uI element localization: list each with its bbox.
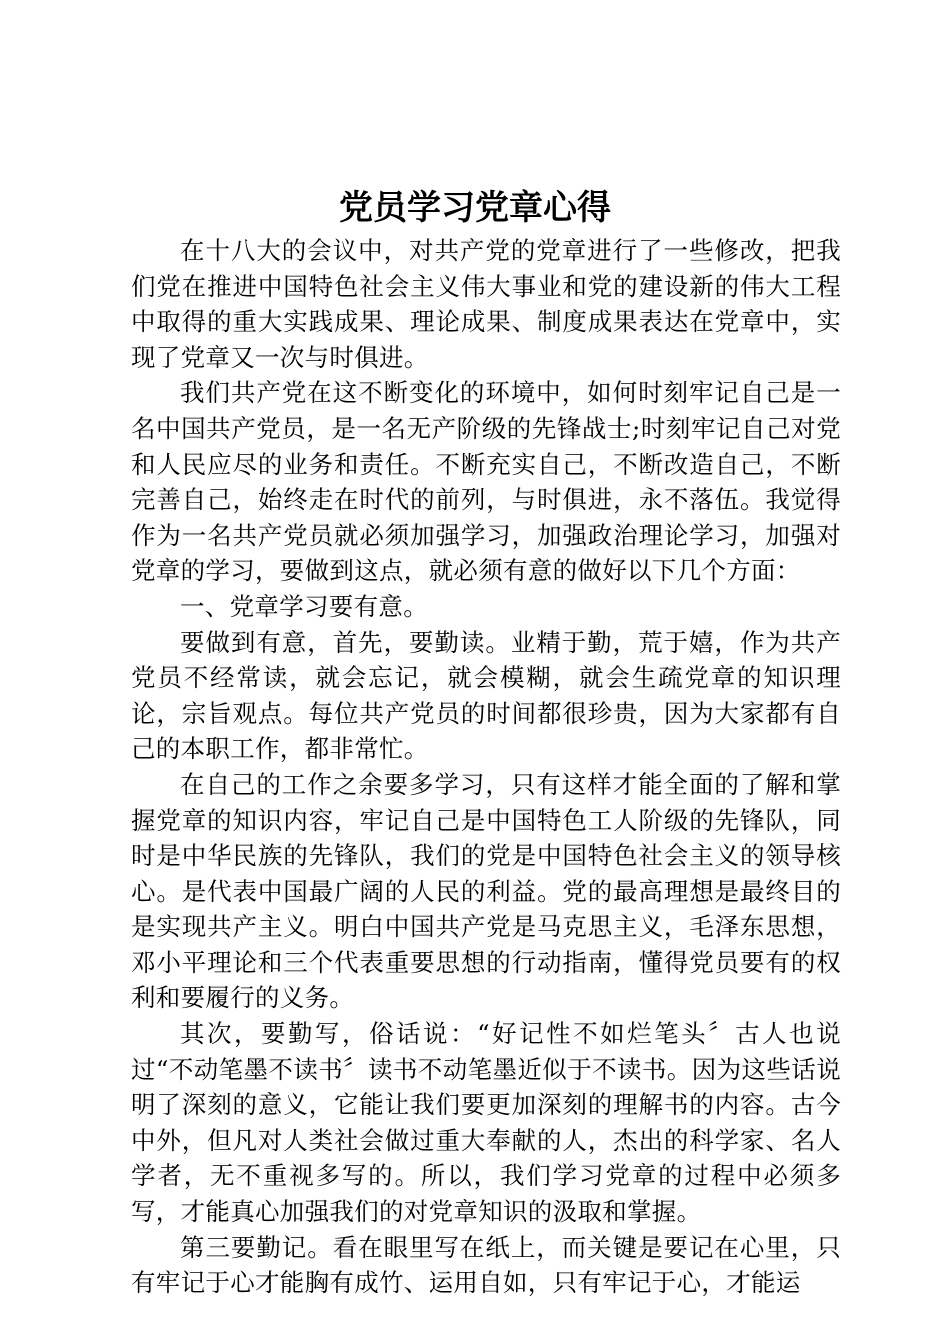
section-heading: 一、党章学习要有意。	[180, 591, 428, 621]
paragraph: 其次，要勤写，俗话说：“好记性不如烂笔头〞古人也说过“不动笔墨不读书〞读书不动笔墨近似于不读书。因为这些话说明了深刻的意义，它能让我们要更加深刻的理解书的内容。古今中外，但凡对人类社会做过重大奉献的人，杰出的科学家、名人学者，无不重视多写的。所以，我们学习党章的过程中必须多写，才能真心加强我们的对党章知识的汲取和掌握。	[131, 1019, 841, 1227]
paragraph: 在自己的工作之余要多学习，只有这样才能全面的了解和掌握党章的知识内容，牢记自己是中国特色工人阶级的先锋队，同时是中华民族的先锋队，我们的党是中国特色社会主义的领导核心。是代表中国最广阔的人民的利益。党的最高理想是最终目的是实现共产主义。明白中国共产党是马克思主义，毛泽东思想，邓小平理论和三个代表重要思想的行动指南，懂得党员要有的权利和要履行的义务。	[131, 769, 841, 1013]
document-title: 党员学习党章心得	[339, 188, 611, 228]
paragraph: 第三要勤记。看在眼里写在纸上，而关键是要记在心里，只有牢记于心才能胸有成竹、运用自如，只有牢记于心，才能运	[131, 1232, 841, 1298]
document-body	[131, 233, 841, 1301]
paragraph: 要做到有意，首先，要勤读。业精于勤，荒于嬉，作为共产党员不经常读，就会忘记，就会模糊，就会生疏党章的知识理论，宗旨观点。每位共产党员的时间都很珍贵，因为大家都有自己的本职工作，都非常忙。	[131, 627, 841, 764]
paragraph: 我们共产党在这不断变化的环境中，如何时刻牢记自己是一名中国共产党员，是一名无产阶级的先锋战士;时刻牢记自己对党和人民应尽的业务和责任。不断充实自己，不断改造自己，不断完善自己，始终走在时代的前列，与时俱进，永不落伍。我觉得作为一名共产党员就必须加强学习，加强政治理论学习，加强对党章的学习，要做到这点，就必须有意的做好以下几个方面：	[131, 378, 841, 586]
paragraph: 在十八大的会议中，对共产党的党章进行了一些修改，把我们党在推进中国特色社会主义伟大事业和党的建设新的伟大工程中取得的重大实践成果、理论成果、制度成果表达在党章中，实现了党章又一次与时俱进。	[131, 236, 841, 372]
